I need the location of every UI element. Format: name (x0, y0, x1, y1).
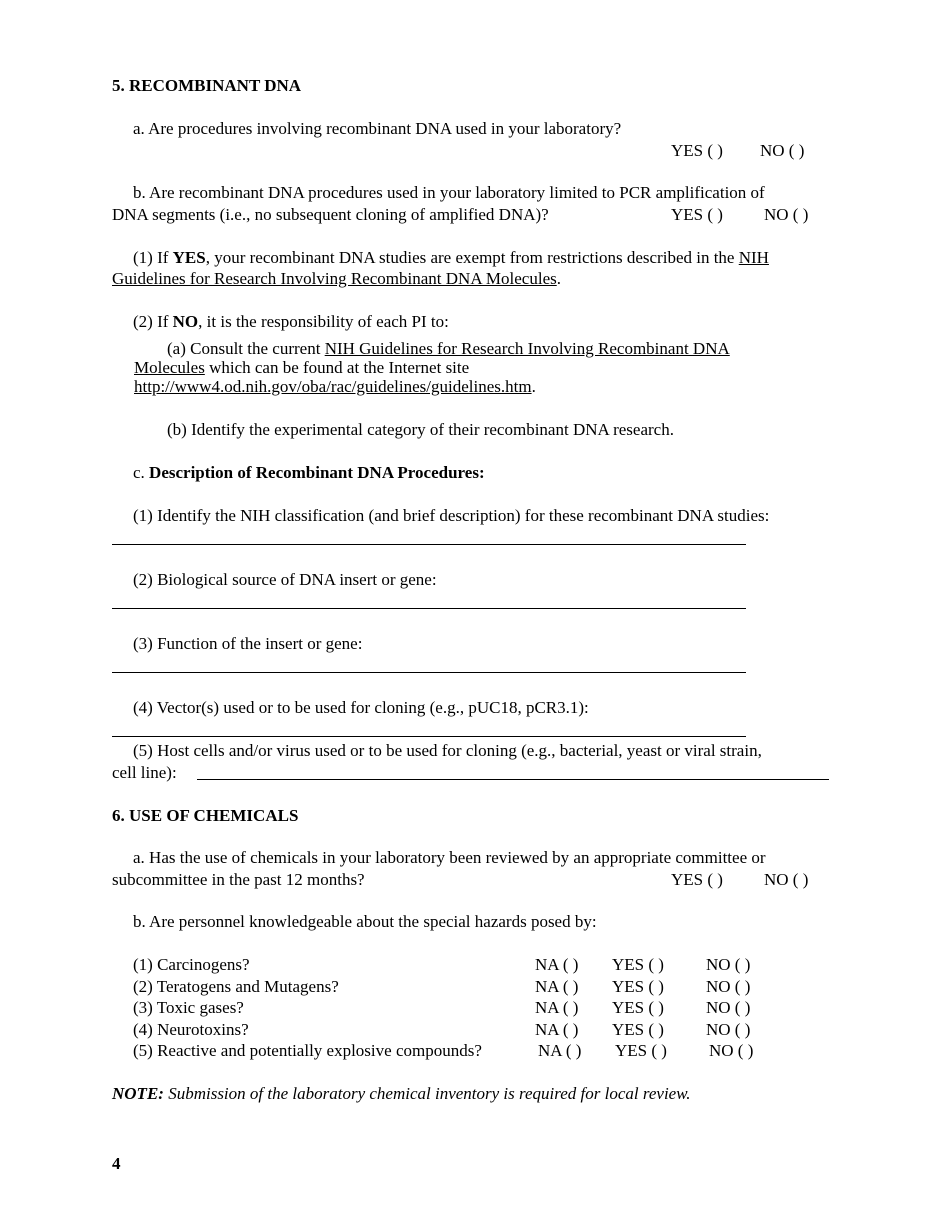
item-5-1-yes-bold: YES (172, 248, 206, 267)
nih-guidelines-link-part2[interactable]: Guidelines for Research Involving Recombinant DNA Molecules (112, 269, 557, 288)
hazard-label: (1) Carcinogens? (133, 955, 250, 974)
item-5-2-prefix: (2) If (133, 312, 173, 331)
hazard-yes[interactable]: YES ( ) (615, 1041, 667, 1060)
nih-guidelines-link-part1[interactable]: NIH (738, 248, 769, 267)
hazards-list (133, 954, 754, 1062)
question-5a-yes[interactable]: YES ( ) (671, 141, 723, 160)
item-5-2 (133, 311, 449, 333)
question-6a-line2: subcommittee in the past 12 months? (112, 870, 365, 889)
item-5-2-no-bold: NO (172, 312, 199, 331)
item-5c-5-line1: (5) Host cells and/or virus used or to be used for cloning (e.g., bacterial, yeast or viral strain, (133, 741, 762, 760)
hazard-yes[interactable]: YES ( ) (612, 955, 664, 974)
question-6a-no[interactable]: NO ( ) (764, 870, 809, 889)
question-6a-line1: a. Has the use of chemicals in your laboratory been reviewed by an appropriate committee or (133, 848, 766, 867)
item-5-2-rest: , it is the responsibility of each PI to: (198, 312, 449, 331)
hazard-na[interactable]: NA ( ) (535, 998, 579, 1017)
hazard-na[interactable]: NA ( ) (535, 976, 579, 996)
hazard-row (133, 976, 751, 998)
question-5b-line2: DNA segments (i.e., no subsequent cloning of amplified DNA)? (112, 205, 549, 224)
page-number: 4 (112, 1154, 121, 1173)
question-5c-prefix: c. (133, 463, 150, 482)
hazard-row (133, 1040, 754, 1062)
hazard-na[interactable]: NA ( ) (538, 1041, 582, 1060)
item-5c-3-text: (3) Function of the insert or gene: (133, 634, 363, 653)
hazard-na[interactable]: NA ( ) (535, 955, 579, 974)
hazard-yes[interactable]: YES ( ) (612, 1019, 664, 1039)
hazard-label: (2) Teratogens and Mutagens? (133, 976, 339, 996)
item-5-1-prefix: (1) If (133, 248, 173, 267)
hazard-label: (4) Neurotoxins? (133, 1019, 249, 1039)
item-5-2a-line2 (134, 358, 469, 377)
question-6a-yes[interactable]: YES ( ) (671, 870, 723, 889)
hazard-label: (3) Toxic gases? (133, 998, 244, 1017)
hazard-label: (5) Reactive and potentially explosive compounds? (133, 1041, 482, 1060)
item-5c-5-answer-line[interactable] (197, 779, 829, 780)
item-5-1-end: . (556, 269, 561, 288)
question-5b-yes[interactable]: YES ( ) (671, 205, 723, 224)
question-5a-text: a. Are procedures involving recombinant DNA used in your laboratory? (133, 119, 622, 138)
item-5c-3-answer-line[interactable] (112, 672, 746, 673)
question-5c (133, 462, 485, 484)
item-5-2a-prefix: (a) Consult the current (167, 339, 325, 358)
question-5b-no[interactable]: NO ( ) (764, 205, 809, 224)
item-5c-1-answer-line[interactable] (112, 544, 746, 545)
hazard-no[interactable]: NO ( ) (706, 1019, 751, 1039)
item-5c-1-text: (1) Identify the NIH classification (and brief description) for these recombinant DNA studies: (133, 506, 770, 525)
question-5a-no[interactable]: NO ( ) (760, 141, 805, 160)
hazard-no[interactable]: NO ( ) (709, 1041, 754, 1060)
item-5-2a-line3 (134, 377, 536, 396)
nih-guidelines-link-2a-part1[interactable]: NIH Guidelines for Research Involving Recombinant DNA (324, 339, 730, 358)
hazard-na[interactable]: NA ( ) (535, 1019, 579, 1039)
hazard-no[interactable]: NO ( ) (706, 976, 751, 996)
item-5-2a-after: which can be found at the Internet site (204, 358, 470, 377)
hazard-no[interactable]: NO ( ) (706, 955, 751, 974)
section-6-heading: 6. USE OF CHEMICALS (112, 806, 299, 825)
note (112, 1083, 691, 1105)
item-5c-2-answer-line[interactable] (112, 608, 746, 609)
section-5-heading: 5. RECOMBINANT DNA (112, 76, 302, 95)
nih-guidelines-url-link[interactable]: http://www4.od.nih.gov/oba/rac/guidelines/guidelines.htm (134, 377, 532, 396)
hazard-yes[interactable]: YES ( ) (612, 998, 664, 1017)
question-5c-title: Description of Recombinant DNA Procedures: (149, 463, 485, 482)
hazard-row (133, 997, 751, 1019)
question-5b-line1: b. Are recombinant DNA procedures used in your laboratory limited to PCR amplification of (133, 183, 765, 202)
nih-guidelines-link-2a-part2[interactable]: Molecules (134, 358, 205, 377)
item-5c-4-answer-line[interactable] (112, 736, 746, 737)
item-5-2a-line1 (167, 339, 730, 358)
item-5-1-line2 (112, 268, 561, 290)
hazard-yes[interactable]: YES ( ) (612, 976, 664, 996)
item-5-2a-end: . (531, 377, 536, 396)
item-5-1-mid: , your recombinant DNA studies are exempt from restrictions described in the (205, 248, 739, 267)
note-label: NOTE: (112, 1084, 164, 1103)
note-text: Submission of the laboratory chemical inventory is required for local review. (163, 1084, 691, 1103)
item-5c-4-text: (4) Vector(s) used or to be used for cloning (e.g., pUC18, pCR3.1): (133, 698, 589, 717)
question-6b: b. Are personnel knowledgeable about the special hazards posed by: (133, 912, 597, 931)
item-5-2b: (b) Identify the experimental category of their recombinant DNA research. (167, 420, 674, 439)
item-5c-5-line2: cell line): (112, 763, 177, 782)
hazard-row (133, 954, 751, 976)
hazard-row (133, 1019, 751, 1041)
item-5-1-line1 (133, 247, 769, 269)
item-5c-2-text: (2) Biological source of DNA insert or gene: (133, 570, 437, 589)
hazard-no[interactable]: NO ( ) (706, 998, 751, 1017)
